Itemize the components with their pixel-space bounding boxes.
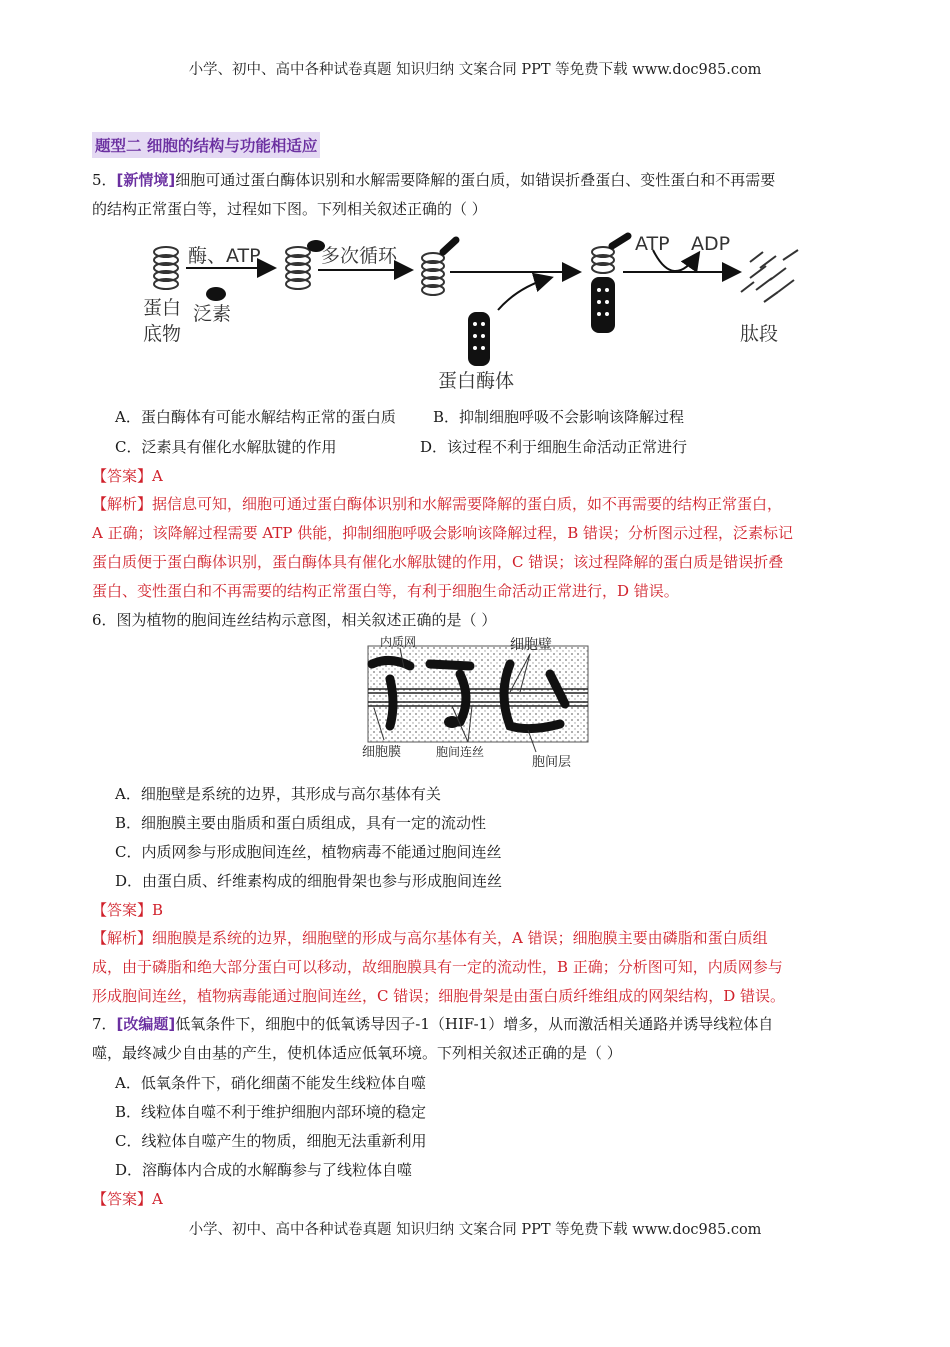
label-substrate-2: 底物: [143, 323, 182, 345]
q7-stem-line2: 噬，最终减少自由基的产生，使机体适应低氧环境。下列相关叙述正确的是（ ）: [92, 1044, 622, 1062]
q5-option-d: D．该过程不利于细胞生命活动正常进行: [420, 438, 688, 456]
proteasome-shape: [468, 312, 490, 366]
protein-proteasome-complex: [591, 236, 628, 333]
label-cell-wall: 细胞壁: [510, 637, 552, 653]
label-peptides: 肽段: [740, 323, 779, 345]
label-proteasome: 蛋白酶体: [438, 370, 515, 392]
proteasome-diagram: [138, 232, 818, 397]
q7-option-b: B．线粒体自噬不利于维护细胞内部环境的稳定: [115, 1103, 427, 1121]
q5-explanation-line4: 蛋白、变性蛋白和不再需要的结构正常蛋白等，有利于细胞生命活动正常进行，D 错误。: [92, 582, 679, 600]
q7-option-d: D．溶酶体内合成的水解酶参与了线粒体自噬: [115, 1161, 413, 1179]
q6-explanation-line3: 形成胞间连丝，植物病毒能通过胞间连丝，C 错误；细胞骨架是由蛋白质纤维组成的网架结构，D 错误。: [92, 987, 786, 1005]
q6-option-b: B．细胞膜主要由脂质和蛋白质组成，具有一定的流动性: [115, 814, 487, 832]
tagged-protein-coil: [286, 247, 310, 289]
q5-explanation-label: 【解析】: [92, 495, 153, 513]
q5-answer: 【答案】A: [92, 467, 163, 485]
q5-explanation-line1: [92, 494, 782, 514]
q5-explanation-line2: A 正确；该降解过程需要 ATP 供能，抑制细胞呼吸会影响该降解过程，B 错误；分析图示过程，泛素标记: [92, 524, 794, 542]
label-cell-membrane: 细胞膜: [362, 745, 402, 760]
q6-explanation-line2: 成，由于磷脂和绝大部分蛋白可以移动，故细胞膜具有一定的流动性，B 正确；分析图可知，内质网参与: [92, 958, 783, 976]
q6-option-d: D．由蛋白质、纤维素构成的细胞骨架也参与形成胞间连丝: [115, 872, 503, 890]
q7-answer: 【答案】A: [92, 1190, 163, 1208]
q7-stem-line1: [92, 1014, 773, 1034]
q6-explanation-label: 【解析】: [92, 929, 153, 947]
q6-explanation-1: 细胞膜是系统的边界，细胞壁的形成与高尔基体有关，A 错误；细胞膜主要由磷脂和蛋白质组: [152, 929, 768, 947]
label-er: 内质网: [380, 635, 417, 649]
polyubiquitin-protein-coil: [422, 253, 444, 295]
q7-stem1: 低氧条件下，细胞中的低氧诱导因子-1（HIF-1）增多，从而激活相关通路并诱导线粒体自: [175, 1015, 774, 1033]
q5-option-a: A．蛋白酶体有可能水解结构正常的蛋白质: [115, 408, 396, 426]
q6-option-a: A．细胞壁是系统的边界，其形成与高尔基体有关: [115, 785, 441, 803]
peptide-fragments: [741, 250, 798, 302]
protein-substrate-coil: [154, 247, 178, 289]
q5-stem-line1: [92, 170, 775, 190]
q5-explanation-line3: 蛋白质便于蛋白酶体识别，蛋白酶体具有催化水解肽键的作用，C 错误；该过程降解的蛋白质是错误折叠: [92, 553, 784, 571]
q7-number: 7．: [92, 1015, 117, 1033]
plasmodesmata-diagram: [360, 634, 600, 772]
label-ubiquitin: 泛素: [193, 303, 232, 325]
label-middle-lamella: 胞间层: [532, 755, 572, 770]
q5-explanation-1: 据信息可知，细胞可通过蛋白酶体识别和水解需要降解的蛋白质，如不再需要的结构正常蛋白，: [152, 495, 783, 513]
q5-stem-line2: 的结构正常蛋白等，过程如下图。下列相关叙述正确的（ ）: [92, 200, 487, 218]
page-header: 小学、初中、高中各种试卷真题 知识归纳 文案合同 PPT 等免费下载 www.doc985.com: [188, 62, 762, 78]
section-title: 题型二 细胞的结构与功能相适应: [92, 132, 320, 158]
label-plasmodesma: 胞间连丝: [436, 745, 485, 759]
label-adp: ADP: [691, 233, 731, 255]
page-footer: 小学、初中、高中各种试卷真题 知识归纳 文案合同 PPT 等免费下载 www.doc985.com: [188, 1222, 762, 1238]
q5-option-c: C．泛素具有催化水解肽键的作用: [115, 438, 337, 456]
arrow-proteasome-joins: [498, 278, 550, 310]
q7-option-a: A．低氧条件下，硝化细菌不能发生线粒体自噬: [115, 1074, 426, 1092]
q6-explanation-line1: [92, 928, 768, 948]
q5-option-b: B．抑制细胞呼吸不会影响该降解过程: [433, 408, 685, 426]
label-atp: ATP: [635, 233, 670, 255]
q7-tag: [改编题]: [116, 1015, 176, 1033]
ubiquitin-shape: [206, 287, 226, 301]
label-substrate-1: 蛋白: [143, 297, 182, 319]
q5-number: 5．: [92, 171, 117, 189]
polyubiquitin-chain: [443, 240, 456, 252]
q7-option-c: C．线粒体自噬产生的物质，细胞无法重新利用: [115, 1132, 427, 1150]
q5-stem1: 细胞可通过蛋白酶体识别和水解需要降解的蛋白质，如错误折叠蛋白、变性蛋白和不再需要: [175, 171, 776, 189]
q6-answer: 【答案】B: [92, 901, 164, 919]
label-enzyme-atp: 酶、ATP: [188, 245, 261, 267]
q5-tag: [新情境]: [116, 171, 176, 189]
q6-stem: 6．图为植物的胞间连丝结构示意图，相关叙述正确的是（ ）: [92, 611, 497, 629]
label-cycle: 多次循环: [321, 245, 398, 267]
q6-option-c: C．内质网参与形成胞间连丝，植物病毒不能通过胞间连丝: [115, 843, 502, 861]
